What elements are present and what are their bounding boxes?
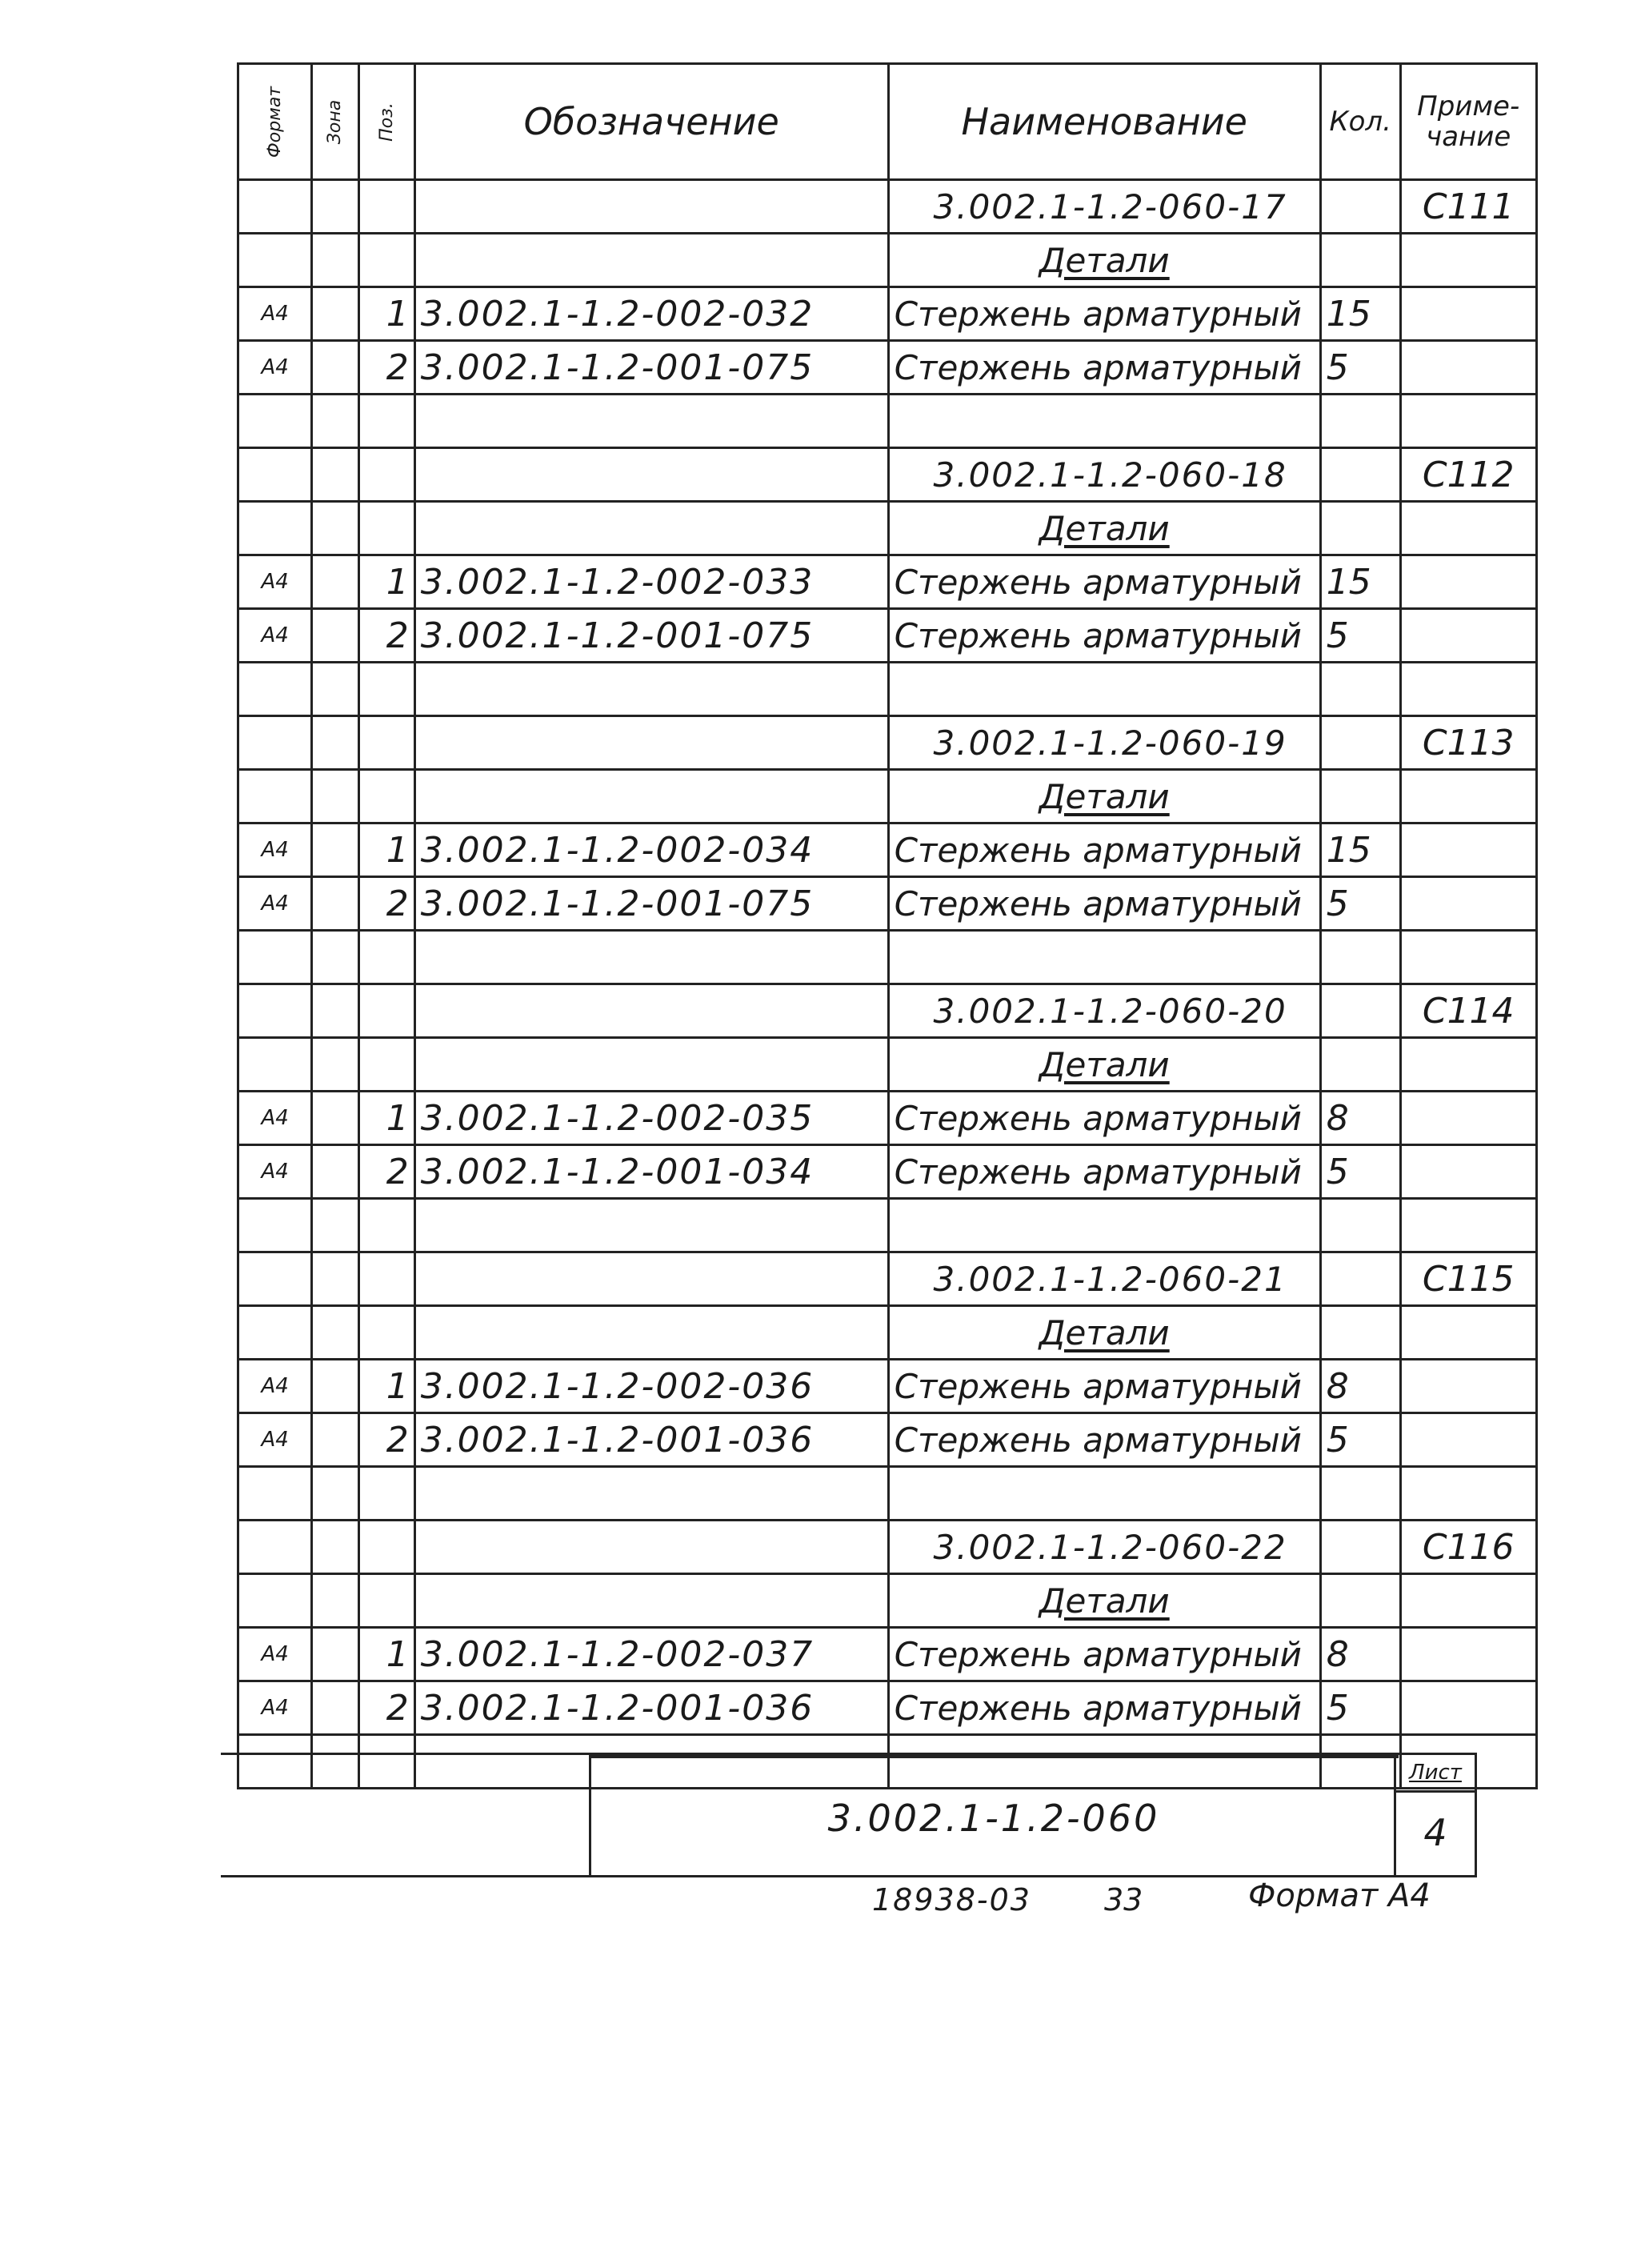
cell-designation: 3.002.1-1.2-001-075 bbox=[414, 877, 888, 931]
cell-quantity bbox=[1320, 984, 1400, 1038]
cell-name: Стержень арматурный bbox=[888, 1681, 1320, 1735]
cell-note: С115 bbox=[1400, 1252, 1536, 1306]
cell-name: 3.002.1-1.2-060-21 bbox=[888, 1252, 1320, 1306]
cell-designation: 3.002.1-1.2-001-036 bbox=[414, 1413, 888, 1467]
cell-zone bbox=[312, 1681, 358, 1735]
table-row bbox=[238, 1145, 1537, 1199]
cell-quantity bbox=[1320, 1306, 1400, 1360]
table-row bbox=[238, 609, 1537, 663]
cell-format bbox=[238, 984, 312, 1038]
cell-position bbox=[358, 1306, 414, 1360]
cell-quantity bbox=[1320, 663, 1400, 716]
cell-designation: 3.002.1-1.2-001-034 bbox=[414, 1145, 888, 1199]
cell-note bbox=[1400, 555, 1536, 609]
title-block bbox=[221, 1753, 1477, 1877]
table-row bbox=[238, 1467, 1537, 1521]
cell-note bbox=[1400, 609, 1536, 663]
table-body bbox=[238, 180, 1537, 1789]
cell-name: 3.002.1-1.2-060-18 bbox=[888, 448, 1320, 502]
cell-zone bbox=[312, 663, 358, 716]
cell-format: А4 bbox=[238, 1681, 312, 1735]
cell-note bbox=[1400, 341, 1536, 395]
table-row bbox=[238, 1252, 1537, 1306]
cell-designation bbox=[414, 1521, 888, 1574]
cell-format bbox=[238, 1252, 312, 1306]
cell-format: А4 bbox=[238, 287, 312, 341]
cell-zone bbox=[312, 931, 358, 984]
header-name: Наименование bbox=[888, 64, 1320, 180]
cell-position bbox=[358, 448, 414, 502]
cell-format bbox=[238, 1306, 312, 1360]
cell-name: Стержень арматурный bbox=[888, 555, 1320, 609]
table-row bbox=[238, 1628, 1537, 1681]
table-row bbox=[238, 502, 1537, 555]
table-row bbox=[238, 448, 1537, 502]
cell-zone bbox=[312, 234, 358, 287]
cell-quantity bbox=[1320, 180, 1400, 234]
cell-designation: 3.002.1-1.2-002-037 bbox=[414, 1628, 888, 1681]
cell-quantity bbox=[1320, 1574, 1400, 1628]
cell-format: А4 bbox=[238, 823, 312, 877]
cell-zone bbox=[312, 1145, 358, 1199]
cell-note bbox=[1400, 1413, 1536, 1467]
cell-position bbox=[358, 770, 414, 823]
cell-zone bbox=[312, 609, 358, 663]
cell-note bbox=[1400, 1467, 1536, 1521]
cell-designation bbox=[414, 1467, 888, 1521]
table-row bbox=[238, 234, 1537, 287]
table-row bbox=[238, 341, 1537, 395]
cell-name bbox=[888, 663, 1320, 716]
cell-designation bbox=[414, 1306, 888, 1360]
cell-zone bbox=[312, 502, 358, 555]
table-row bbox=[238, 823, 1537, 877]
cell-position: 1 bbox=[358, 1360, 414, 1413]
cell-position bbox=[358, 931, 414, 984]
cell-designation: 3.002.1-1.2-002-032 bbox=[414, 287, 888, 341]
cell-name: Стержень арматурный bbox=[888, 287, 1320, 341]
cell-format bbox=[238, 931, 312, 984]
cell-format bbox=[238, 448, 312, 502]
table-row bbox=[238, 1521, 1537, 1574]
cell-zone bbox=[312, 180, 358, 234]
cell-note bbox=[1400, 502, 1536, 555]
table-row bbox=[238, 984, 1537, 1038]
cell-format: А4 bbox=[238, 341, 312, 395]
table-row bbox=[238, 180, 1537, 234]
cell-position bbox=[358, 663, 414, 716]
cell-note: С113 bbox=[1400, 716, 1536, 770]
cell-note bbox=[1400, 1199, 1536, 1252]
cell-note bbox=[1400, 1306, 1536, 1360]
header-zone: Зона bbox=[312, 64, 358, 180]
cell-zone bbox=[312, 1467, 358, 1521]
cell-format bbox=[238, 716, 312, 770]
cell-format bbox=[238, 180, 312, 234]
table-row bbox=[238, 287, 1537, 341]
table-row bbox=[238, 1360, 1537, 1413]
cell-name: 3.002.1-1.2-060-17 bbox=[888, 180, 1320, 234]
cell-position: 2 bbox=[358, 341, 414, 395]
cell-quantity bbox=[1320, 716, 1400, 770]
cell-quantity: 5 bbox=[1320, 341, 1400, 395]
cell-position: 2 bbox=[358, 1145, 414, 1199]
cell-designation bbox=[414, 234, 888, 287]
cell-note bbox=[1400, 1038, 1536, 1092]
cell-designation bbox=[414, 931, 888, 984]
cell-quantity: 15 bbox=[1320, 823, 1400, 877]
cell-name: Стержень арматурный bbox=[888, 1092, 1320, 1145]
table-row bbox=[238, 1092, 1537, 1145]
cell-zone bbox=[312, 984, 358, 1038]
cell-note bbox=[1400, 234, 1536, 287]
cell-name: Детали bbox=[888, 502, 1320, 555]
cell-note: С112 bbox=[1400, 448, 1536, 502]
cell-format: А4 bbox=[238, 1360, 312, 1413]
cell-designation: 3.002.1-1.2-001-075 bbox=[414, 609, 888, 663]
document-code: 3.002.1-1.2-060 bbox=[589, 1755, 1399, 1878]
cell-note: С114 bbox=[1400, 984, 1536, 1038]
cell-position: 2 bbox=[358, 1681, 414, 1735]
table-row bbox=[238, 1038, 1537, 1092]
cell-designation bbox=[414, 663, 888, 716]
cell-name bbox=[888, 1467, 1320, 1521]
cell-position bbox=[358, 984, 414, 1038]
cell-name: Детали bbox=[888, 1306, 1320, 1360]
cell-name: Детали bbox=[888, 770, 1320, 823]
cell-format: А4 bbox=[238, 1092, 312, 1145]
cell-zone bbox=[312, 823, 358, 877]
cell-designation bbox=[414, 770, 888, 823]
cell-position: 1 bbox=[358, 555, 414, 609]
cell-zone bbox=[312, 1306, 358, 1360]
table-row bbox=[238, 1306, 1537, 1360]
table-row bbox=[238, 555, 1537, 609]
cell-designation bbox=[414, 395, 888, 448]
cell-note bbox=[1400, 1681, 1536, 1735]
cell-designation bbox=[414, 180, 888, 234]
cell-quantity: 15 bbox=[1320, 287, 1400, 341]
header-note: Приме-чание bbox=[1400, 64, 1536, 180]
cell-zone bbox=[312, 770, 358, 823]
cell-designation: 3.002.1-1.2-001-075 bbox=[414, 341, 888, 395]
cell-quantity bbox=[1320, 1199, 1400, 1252]
cell-position: 1 bbox=[358, 1092, 414, 1145]
cell-note bbox=[1400, 1628, 1536, 1681]
cell-name: Стержень арматурный bbox=[888, 609, 1320, 663]
cell-note bbox=[1400, 1092, 1536, 1145]
cell-position: 1 bbox=[358, 1628, 414, 1681]
cell-designation bbox=[414, 1038, 888, 1092]
cell-note bbox=[1400, 770, 1536, 823]
cell-name: Детали bbox=[888, 1038, 1320, 1092]
cell-name: Стержень арматурный bbox=[888, 1360, 1320, 1413]
cell-zone bbox=[312, 1199, 358, 1252]
cell-name: Стержень арматурный bbox=[888, 1628, 1320, 1681]
cell-format bbox=[238, 502, 312, 555]
cell-name: Детали bbox=[888, 1574, 1320, 1628]
cell-note bbox=[1400, 1574, 1536, 1628]
cell-position: 1 bbox=[358, 287, 414, 341]
footer-format: Формат А4 bbox=[1248, 1877, 1431, 1914]
cell-designation: 3.002.1-1.2-001-036 bbox=[414, 1681, 888, 1735]
cell-zone bbox=[312, 395, 358, 448]
cell-designation: 3.002.1-1.2-002-034 bbox=[414, 823, 888, 877]
sheet-label: Лист bbox=[1396, 1755, 1475, 1793]
footer-reference: 18938-03 bbox=[872, 1882, 1031, 1917]
cell-name: Стержень арматурный bbox=[888, 341, 1320, 395]
cell-format bbox=[238, 1521, 312, 1574]
cell-quantity: 8 bbox=[1320, 1628, 1400, 1681]
cell-zone bbox=[312, 877, 358, 931]
cell-format bbox=[238, 395, 312, 448]
cell-designation bbox=[414, 1199, 888, 1252]
specification-table bbox=[237, 62, 1538, 1789]
cell-format: А4 bbox=[238, 1145, 312, 1199]
header-position: Поз. bbox=[358, 64, 414, 180]
cell-format: А4 bbox=[238, 555, 312, 609]
cell-quantity: 5 bbox=[1320, 877, 1400, 931]
cell-designation bbox=[414, 502, 888, 555]
cell-name: 3.002.1-1.2-060-22 bbox=[888, 1521, 1320, 1574]
cell-position bbox=[358, 1199, 414, 1252]
cell-position: 1 bbox=[358, 823, 414, 877]
cell-note bbox=[1400, 395, 1536, 448]
cell-format bbox=[238, 1467, 312, 1521]
cell-quantity bbox=[1320, 1467, 1400, 1521]
cell-position: 2 bbox=[358, 609, 414, 663]
cell-quantity bbox=[1320, 448, 1400, 502]
cell-zone bbox=[312, 1252, 358, 1306]
cell-designation: 3.002.1-1.2-002-036 bbox=[414, 1360, 888, 1413]
cell-position bbox=[358, 1252, 414, 1306]
cell-format: А4 bbox=[238, 877, 312, 931]
cell-name bbox=[888, 1199, 1320, 1252]
sheet-number: 4 bbox=[1423, 1811, 1447, 1854]
cell-note bbox=[1400, 823, 1536, 877]
cell-format bbox=[238, 663, 312, 716]
cell-zone bbox=[312, 1413, 358, 1467]
cell-position bbox=[358, 180, 414, 234]
title-block-left-cell bbox=[221, 1755, 591, 1875]
cell-position: 2 bbox=[358, 877, 414, 931]
table-row bbox=[238, 770, 1537, 823]
cell-format bbox=[238, 770, 312, 823]
cell-name: Стержень арматурный bbox=[888, 1145, 1320, 1199]
cell-designation bbox=[414, 716, 888, 770]
table-row bbox=[238, 1199, 1537, 1252]
cell-position bbox=[358, 716, 414, 770]
cell-quantity: 5 bbox=[1320, 1413, 1400, 1467]
table-header-row bbox=[238, 64, 1537, 180]
cell-note bbox=[1400, 1360, 1536, 1413]
cell-note bbox=[1400, 877, 1536, 931]
table-row bbox=[238, 877, 1537, 931]
cell-quantity: 5 bbox=[1320, 1145, 1400, 1199]
cell-zone bbox=[312, 341, 358, 395]
cell-position: 2 bbox=[358, 1413, 414, 1467]
cell-format bbox=[238, 1038, 312, 1092]
cell-zone bbox=[312, 1360, 358, 1413]
cell-name: Стержень арматурный bbox=[888, 877, 1320, 931]
cell-note bbox=[1400, 1145, 1536, 1199]
cell-quantity bbox=[1320, 234, 1400, 287]
cell-position bbox=[358, 234, 414, 287]
cell-designation bbox=[414, 1574, 888, 1628]
cell-name: Стержень арматурный bbox=[888, 1413, 1320, 1467]
table-row bbox=[238, 663, 1537, 716]
cell-name: Детали bbox=[888, 234, 1320, 287]
header-format: Формат bbox=[238, 64, 312, 180]
cell-quantity: 5 bbox=[1320, 1681, 1400, 1735]
cell-zone bbox=[312, 1092, 358, 1145]
cell-quantity: 15 bbox=[1320, 555, 1400, 609]
cell-zone bbox=[312, 1574, 358, 1628]
cell-zone bbox=[312, 1521, 358, 1574]
cell-quantity bbox=[1320, 1038, 1400, 1092]
cell-position bbox=[358, 502, 414, 555]
cell-name: 3.002.1-1.2-060-19 bbox=[888, 716, 1320, 770]
table-row bbox=[238, 716, 1537, 770]
cell-quantity bbox=[1320, 770, 1400, 823]
footer-page: 33 bbox=[1104, 1882, 1143, 1917]
table-row bbox=[238, 1574, 1537, 1628]
table-row bbox=[238, 931, 1537, 984]
cell-zone bbox=[312, 555, 358, 609]
cell-quantity: 8 bbox=[1320, 1360, 1400, 1413]
cell-note bbox=[1400, 663, 1536, 716]
cell-zone bbox=[312, 448, 358, 502]
cell-zone bbox=[312, 716, 358, 770]
cell-designation bbox=[414, 448, 888, 502]
cell-zone bbox=[312, 1628, 358, 1681]
cell-note: С111 bbox=[1400, 180, 1536, 234]
cell-note bbox=[1400, 931, 1536, 984]
cell-format bbox=[238, 1199, 312, 1252]
cell-format: А4 bbox=[238, 609, 312, 663]
cell-name: Стержень арматурный bbox=[888, 823, 1320, 877]
cell-quantity bbox=[1320, 395, 1400, 448]
cell-position bbox=[358, 1467, 414, 1521]
cell-quantity bbox=[1320, 931, 1400, 984]
cell-designation: 3.002.1-1.2-002-035 bbox=[414, 1092, 888, 1145]
cell-designation bbox=[414, 1252, 888, 1306]
cell-quantity: 5 bbox=[1320, 609, 1400, 663]
cell-note: С116 bbox=[1400, 1521, 1536, 1574]
cell-position bbox=[358, 1574, 414, 1628]
cell-zone bbox=[312, 287, 358, 341]
cell-format bbox=[238, 1574, 312, 1628]
cell-name bbox=[888, 931, 1320, 984]
cell-format: А4 bbox=[238, 1628, 312, 1681]
cell-note bbox=[1400, 287, 1536, 341]
cell-format bbox=[238, 234, 312, 287]
header-designation: Обозначение bbox=[414, 64, 888, 180]
cell-name: 3.002.1-1.2-060-20 bbox=[888, 984, 1320, 1038]
sheet-number-box bbox=[1394, 1755, 1477, 1875]
cell-name bbox=[888, 395, 1320, 448]
cell-position bbox=[358, 395, 414, 448]
table-row bbox=[238, 1413, 1537, 1467]
table-row bbox=[238, 395, 1537, 448]
cell-zone bbox=[312, 1038, 358, 1092]
table-row bbox=[238, 1681, 1537, 1735]
cell-quantity: 8 bbox=[1320, 1092, 1400, 1145]
cell-format: А4 bbox=[238, 1413, 312, 1467]
header-quantity: Кол. bbox=[1320, 64, 1400, 180]
cell-designation: 3.002.1-1.2-002-033 bbox=[414, 555, 888, 609]
cell-position bbox=[358, 1038, 414, 1092]
cell-designation bbox=[414, 984, 888, 1038]
cell-quantity bbox=[1320, 502, 1400, 555]
cell-quantity bbox=[1320, 1252, 1400, 1306]
cell-position bbox=[358, 1521, 414, 1574]
cell-quantity bbox=[1320, 1521, 1400, 1574]
